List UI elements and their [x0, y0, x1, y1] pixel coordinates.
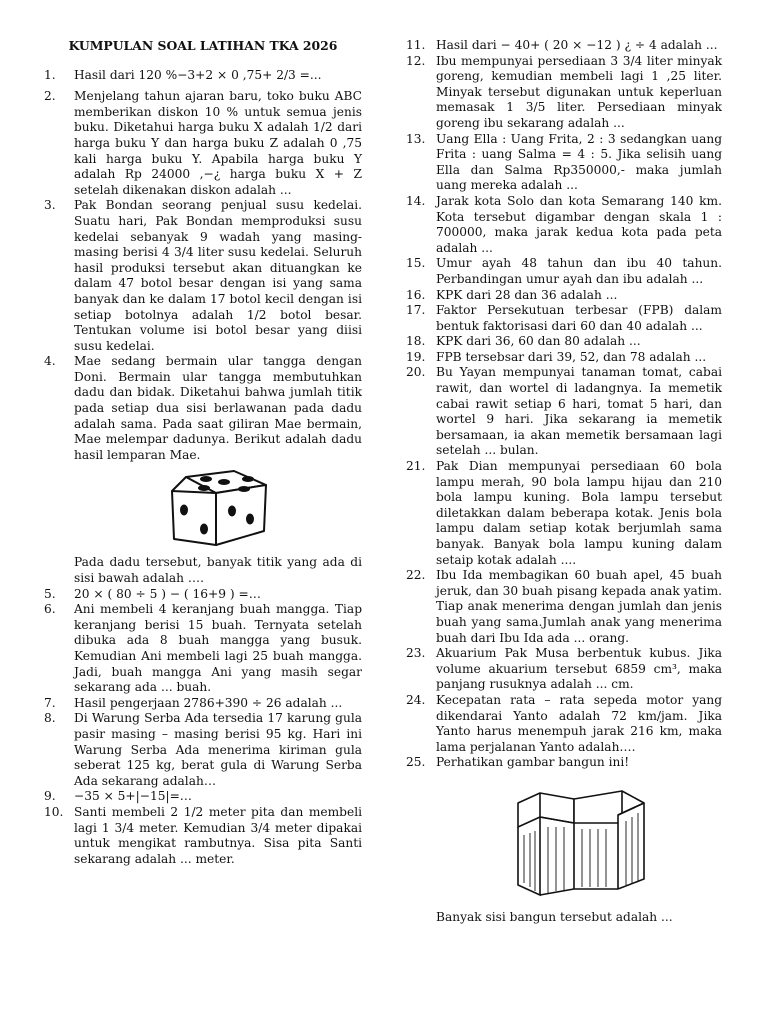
question-6: 6. Ani membeli 4 keranjang buah mangga. Tiap keranjang berisi 15 buah. Ternyata setelah dibuka ada 8 buah mangga yang busuk. Kemudian Ani membeli lagi 25 buah mangga. Jadi, buah mangga Ani yang masih segar sekarang ada ... buah. [44, 602, 362, 695]
question-23: 23. Akuarium Pak Musa berbentuk kubus. Jika volume akuarium tersebut 6859 cm³, maka panjang rusuknya adalah ... cm. [406, 646, 722, 692]
question-15: 15. Umur ayah 48 tahun dan ibu 40 tahun. Perbandingan umur ayah dan ibu adalah ... [406, 256, 722, 286]
question-9: 9. −35 × 5+|−15|=… [44, 789, 192, 804]
question-17: 17. Faktor Persekutuan terbesar (FPB) dalam bentuk faktorisasi dari 60 dan 40 adalah ... [406, 303, 722, 333]
question-10: 10. Santi membeli 2 1/2 meter pita dan membeli lagi 1 3/4 meter. Kemudian 3/4 meter dipakai untuk mengikat rambutnya. Sisa pita Santi sekarang adalah ... meter. [44, 804, 362, 866]
question-24: 24. Kecepatan rata – rata sepeda motor yang dikendarai Yanto adalah 72 km/jam. Jika Yanto harus menempuh jarak 216 km, maka lama perjalanan Yanto adalah…. [406, 692, 722, 754]
question-25: 25. Perhatikan gambar bangun ini! Banyak sisi bangun tersebut adalah ... [406, 755, 673, 924]
question-18: 18. KPK dari 36, 60 dan 80 adalah ... [406, 334, 641, 349]
question-22: 22. Ibu Ida membagikan 60 buah apel, 45 buah jeruk, dan 30 buah pisang kepada anak yatim. Tiap anak menerima dengan jumlah dan jenis buah yang sama.Jumlah anak yang menerima buah dari Ibu Ida ada ... orang. [406, 568, 722, 645]
question-20: 20. Bu Yayan mempunyai tanaman tomat, cabai rawit, dan wortel di ladangnya. Ia memetik cabai rawit setiap 6 hari, tomat 5 hari, dan wortel 9 hari. Jika sekarang ia memetik bersamaan, ia akan memetik bersamaan lagi setelah ... bulan. [406, 365, 722, 458]
prism-figure [514, 785, 654, 900]
page-title: KUMPULAN SOAL LATIHAN TKA 2026 [68, 38, 338, 53]
question-4: 4. Mae sedang bermain ular tangga dengan Doni. Bermain ular tangga membutuhkan dadu dan bidak. Diketahui bahwa jumlah titik pada setiap dua sisi berlawanan pada dadu adalah sama. Pada saat giliran Mae bermain, Mae melempar dadunya. Berikut adalah dadu hasil lemparan Mae. Pada dadu tersebut, banyak titik yang ada di sisi bawah adalah …. [44, 354, 362, 586]
question-19: 19. FPB tersebsar dari 39, 52, dan 78 adalah ... [406, 349, 707, 364]
question-7: 7. Hasil pengerjaan 2786+390 ÷ 26 adalah ... [44, 695, 343, 710]
question-8: 8. Di Warung Serba Ada tersedia 17 karung gula pasir masing – masing berisi 95 kg. Hari ini Warung Serba Ada menerima kiriman gula seberat 125 kg, berat gula di Warung Serba Ada sekarang adalah… [44, 711, 362, 788]
question-21: 21. Pak Dian mempunyai persediaan 60 bola lampu merah, 90 bola lampu hijau dan 210 bola lampu kuning. Bola lampu tersebut diletakkan dalam beberapa kotak. Jenis bola lampu dalam setiap kotak berjumlah sama banyak. Banyak bola lampu kuning dalam setaip kotak adalah .... [406, 459, 722, 567]
question-5: 5. 20 × ( 80 ÷ 5 ) − ( 16+9 ) =… [44, 586, 261, 601]
question-11: 11. Hasil dari − 40+ ( 20 × −12 ) ¿ ÷ 4 adalah ... [406, 38, 718, 52]
dice-illustration [164, 467, 274, 549]
question-3: 3. Pak Bondan seorang penjual susu kedelai. Suatu hari, Pak Bondan memproduksi susu kedelai sebanyak 9 wadah yang masing-masing berisi 4 3/4 liter susu kedelai. Seluruh hasil produksi tersebut akan dituangkan ke dalam 47 botol besar dengan isi yang sama banyak dan ke dalam 17 botol kecil dengan isi setiap botolnya adalah 1/2 botol besar. Tentukan volume isi botol besar yang diisi susu kedelai. [44, 198, 362, 353]
right-column [406, 38, 722, 926]
question-13: 13. Uang Ella : Uang Frita, 2 : 3 sedangkan uang Frita : uang Salma = 4 : 5. Jika selisih uang Ella dan Salma Rp350000,- maka jumlah uang mereka adalah ... [406, 131, 722, 193]
left-column [44, 38, 362, 867]
question-1: 1. Hasil dari 120 %−3+2 × 0 ,75+ 2/3 =... [44, 67, 322, 82]
question-14: 14. Jarak kota Solo dan kota Semarang 140 km. Kota tersebut digambar dengan skala 1 : 700000, maka jarak kedua kota pada peta adalah ... [406, 193, 722, 255]
question-2: 2. Menjelang tahun ajaran baru, toko buku ABC memberikan diskon 10 % untuk semua jenis buku. Diketahui harga buku X adalah 1/2 dari harga buku Y dan harga buku Z adalah 0 ,75 kali harga buku Y. Apabila harga buku Y adalah Rp 24000 ,−¿ harga buku X + Z setelah dikenakan diskon adalah ... [44, 89, 362, 197]
question-16: 16. KPK dari 28 dan 36 adalah ... [406, 287, 618, 302]
question-12: 12. Ibu mempunyai persediaan 3 3/4 liter minyak goreng, kemudian membeli lagi 1 ,25 liter. Minyak tersebut digunakan untuk keperluan memasak 1 3/5 liter. Persediaan minyak goreng ibu sekarang adalah ... [406, 53, 722, 130]
